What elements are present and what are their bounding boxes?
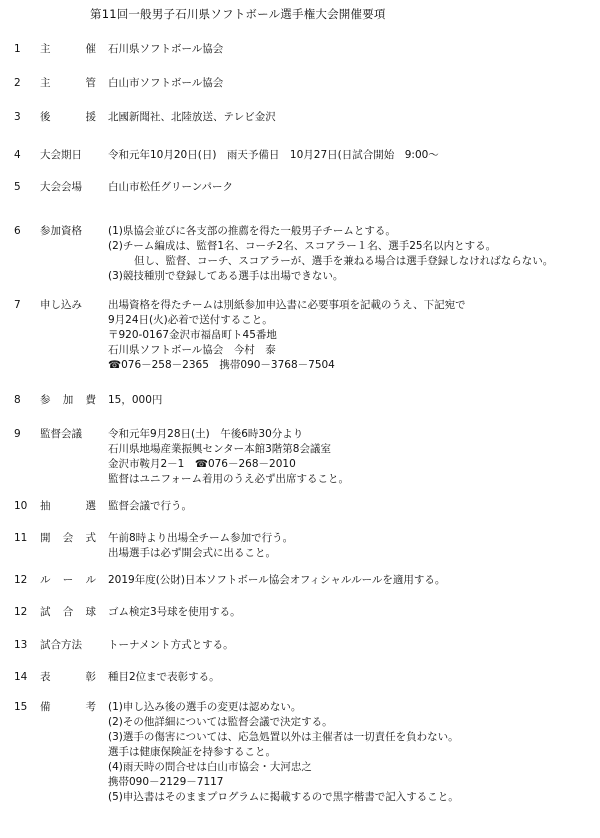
item-label xyxy=(40,531,106,546)
item-content xyxy=(108,670,598,685)
item-number: 3 xyxy=(14,111,21,123)
item-label-char: 援 xyxy=(85,111,96,123)
item-label-char: 加 xyxy=(62,394,74,406)
item-label-char: 催 xyxy=(85,43,96,55)
item-content-line: 15，000円 xyxy=(108,394,163,406)
item-content-line: 出場選手は必ず開会式に出ること。 xyxy=(108,547,276,559)
item-label-char: 会 xyxy=(62,532,74,544)
document-title: 第11回一般男子石川県ソフトボール選手権大会開催要項 xyxy=(90,7,386,21)
item-label xyxy=(40,298,106,313)
item-number: 8 xyxy=(14,394,21,406)
item-content-line: 金沢市鞍月2－1 ☎076－268－2010 xyxy=(108,458,296,470)
item-content xyxy=(108,76,598,91)
item-content xyxy=(108,427,598,487)
item-content-line: 携帯090－2129－7117 xyxy=(108,776,224,788)
item-number: 14 xyxy=(14,671,28,683)
item-label-char: 後 xyxy=(40,111,51,123)
item-content xyxy=(108,393,598,408)
item-content xyxy=(108,605,598,620)
item-number: 5 xyxy=(14,181,21,193)
item-label-char: 主 xyxy=(40,77,51,89)
item-label-char: 主 xyxy=(40,43,51,55)
item-label-char: ル xyxy=(40,574,51,586)
item-label xyxy=(40,700,106,715)
item-label-char: 備 xyxy=(40,701,51,713)
item-label xyxy=(40,180,106,195)
item-content xyxy=(108,298,598,373)
item-content-line: 令和元年10月20日(日) 雨天予備日 10月27日(日試合開始 9:00～ xyxy=(108,149,439,161)
item-label-char: ー xyxy=(62,574,74,586)
item-number: 12 xyxy=(14,606,28,618)
item-label-text: 申し込み xyxy=(40,299,82,311)
item-content-line: 出場資格を得たチームは別紙参加申込書に必要事項を記載のうえ、下記宛で xyxy=(108,299,466,311)
item-content xyxy=(108,148,598,163)
item-label xyxy=(40,148,106,163)
item-label-text: 大会会場 xyxy=(40,181,82,193)
item-number: 10 xyxy=(14,500,28,512)
item-label-char: 合 xyxy=(62,606,74,618)
item-label-text: 監督会議 xyxy=(40,428,82,440)
item-content-line: 但し、監督、コーチ、スコアラーが、選手を兼ねる場合は選手登録しなければならない。 xyxy=(134,255,554,267)
item-label-char: 考 xyxy=(85,701,96,713)
item-label-char: 開 xyxy=(40,532,51,544)
item-content-line: 石川県ソフトボール協会 xyxy=(108,43,224,55)
item-content xyxy=(108,42,598,57)
item-label xyxy=(40,638,106,653)
item-content-line: 〒920-0167金沢市福畠町ト45番地 xyxy=(108,329,277,341)
item-content xyxy=(108,638,598,653)
item-content-line: (1)申し込み後の選手の変更は認めない。 xyxy=(108,701,302,713)
item-label-char: 表 xyxy=(40,671,51,683)
item-label xyxy=(40,427,106,442)
item-content-line: 2019年度(公財)日本ソフトボール協会オフィシャルルールを適用する。 xyxy=(108,574,446,586)
item-content-line: (4)雨天時の問合せは白山市協会・大河忠之 xyxy=(108,761,312,773)
item-number: 13 xyxy=(14,639,28,651)
item-content xyxy=(108,224,598,284)
item-label-char: 試 xyxy=(40,606,51,618)
item-label xyxy=(40,393,106,408)
item-content-line: 令和元年9月28日(土) 午後6時30分より xyxy=(108,428,304,440)
item-label xyxy=(40,110,106,125)
item-content xyxy=(108,531,598,561)
item-content-line: (3)選手の傷害については、応急処置以外は主催者は一切責任を負わない。 xyxy=(108,731,459,743)
item-label-char: 彰 xyxy=(85,671,96,683)
item-label xyxy=(40,670,106,685)
item-content xyxy=(108,499,598,514)
item-label-char: 選 xyxy=(85,500,96,512)
item-content-line: 9月24日(火)必着で送付すること。 xyxy=(108,314,273,326)
item-content-line: (2)その他詳細については監督会議で決定する。 xyxy=(108,716,333,728)
item-content-line: 午前8時より出場全チーム参加で行う。 xyxy=(108,532,294,544)
item-label xyxy=(40,573,106,588)
item-content-line: 石川県ソフトボール協会 今村 泰 xyxy=(108,344,276,356)
item-label-char: 費 xyxy=(85,394,96,406)
item-label-char: 管 xyxy=(85,77,96,89)
item-content xyxy=(108,180,598,195)
item-content-line: 監督はユニフォーム着用のうえ必ず出席すること。 xyxy=(108,473,349,485)
item-label xyxy=(40,42,106,57)
item-content-line: (3)競技種別で登録してある選手は出場できない。 xyxy=(108,270,344,282)
item-label xyxy=(40,499,106,514)
item-content-line: 監督会議で行う。 xyxy=(108,500,192,512)
item-content-line: (5)申込書はそのままプログラムに掲載するので黒字楷書で記入すること。 xyxy=(108,791,459,803)
item-content xyxy=(108,573,598,588)
item-label-char: 参 xyxy=(40,394,51,406)
item-number: 1 xyxy=(14,43,21,55)
item-label-char: ル xyxy=(85,574,96,586)
item-content-line: ゴム検定3号球を使用する。 xyxy=(108,606,241,618)
item-label-char: 球 xyxy=(85,606,96,618)
item-content xyxy=(108,700,598,805)
item-number: 7 xyxy=(14,299,21,311)
item-label-char: 抽 xyxy=(40,500,51,512)
item-content-line: 石川県地場産業振興センター本館3階第8会議室 xyxy=(108,443,331,455)
item-number: 9 xyxy=(14,428,21,440)
item-content-line: 北國新聞社、北陸放送、テレビ金沢 xyxy=(108,111,276,123)
item-label xyxy=(40,76,106,91)
item-label-text: 試合方法 xyxy=(40,639,82,651)
item-label xyxy=(40,605,106,620)
item-number: 11 xyxy=(14,532,28,544)
item-content-line: (2)チーム編成は、監督1名、コーチ2名、スコアラー１名、選手25名以内とする。 xyxy=(108,240,497,252)
item-content-line: 白山市松任グリーンパーク xyxy=(108,181,234,193)
item-content-line: (1)県協会並びに各支部の推薦を得た一般男子チームとする。 xyxy=(108,225,396,237)
item-number: 12 xyxy=(14,574,28,586)
item-label-text: 参加資格 xyxy=(40,225,82,237)
item-number: 4 xyxy=(14,149,21,161)
item-label xyxy=(40,224,106,239)
item-number: 2 xyxy=(14,77,21,89)
item-number: 15 xyxy=(14,701,28,713)
item-content-line: トーナメント方式とする。 xyxy=(108,639,234,651)
item-content-line: ☎076－258－2365 携帯090－3768－7504 xyxy=(108,359,335,371)
item-content-line: 選手は健康保険証を持参すること。 xyxy=(108,746,276,758)
item-label-text: 大会期日 xyxy=(40,149,82,161)
item-content-line: 白山市ソフトボール協会 xyxy=(108,77,224,89)
item-number: 6 xyxy=(14,225,21,237)
item-content xyxy=(108,110,598,125)
item-content-line: 種目2位まで表彰する。 xyxy=(108,671,220,683)
item-label-char: 式 xyxy=(85,532,96,544)
